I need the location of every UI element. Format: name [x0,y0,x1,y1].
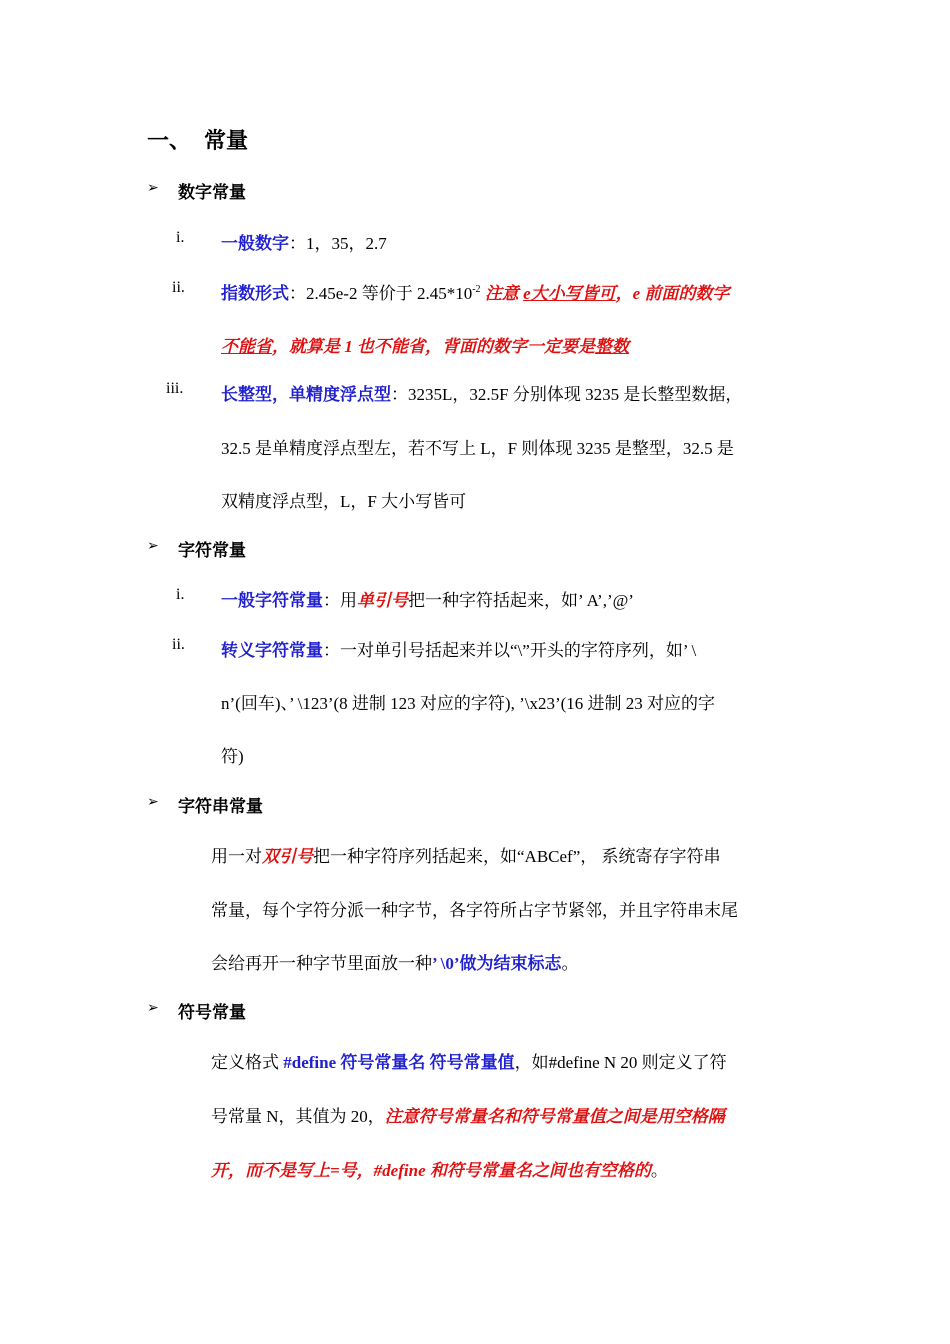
note-text: 开，而不是写上=号，#define 和符号常量名之间也有空格的 [211,1161,651,1180]
arrow-bullet-icon: ➢ [147,181,159,196]
note-text: 单引号 [357,591,408,610]
note-text: 大小写皆可 [530,284,616,303]
text-run: 会给再开一种字节里面放一种 [211,954,432,973]
exponent: -2 [472,284,481,295]
paragraph-line [211,1102,725,1127]
text-run: 定义格式 [211,1053,284,1072]
term-label: 指数形式 [221,284,289,303]
item-text: 把一种字符括起来，如’ A’,’@’ [408,591,634,610]
item-text: ：1，35，2.7 [289,234,387,253]
list-item [221,586,634,611]
term-label: #define 符号常量名 符号常量值 [283,1053,515,1072]
list-item-continuation: n’(回车)、’ \123’(8 进制 123 对应的字符), ’\x23’(16 进制 23 对应的字 [221,694,716,713]
list-item-continuation: 符) [221,747,244,766]
term-label: 长整型，单精度浮点型 [221,385,391,404]
paragraph-line [211,1048,727,1073]
heading-numeric-constants: 数字常量 [178,183,246,202]
paragraph-line [211,949,579,974]
term-label: 一般字符常量 [221,591,323,610]
paragraph-line: 常量，每个字符分派一种字节，各字符所占字节紧邻，并且字符串末尾 [211,901,738,920]
paragraph-line [211,842,721,867]
paragraph-line [211,1156,668,1181]
note-text: 双引号 [262,847,313,866]
list-item-continuation: 32.5 是单精度浮点型左，若不写上 L，F 则体现 3235 是整型，32.5 是 [221,439,734,458]
text-run: 用一对 [211,847,262,866]
note-text: e [523,284,531,303]
text-run: 。 [650,1161,668,1180]
term-label: ’ \0’做为结束标志 [432,954,562,973]
item-text: ：3235L，32.5F 分别体现 3235 是长整型数据， [391,385,743,404]
item-text: ：一对单引号括起来并以“\”开头的字符序列，如’ \ [323,641,697,660]
list-marker: iii. [166,380,184,397]
note-text: 注意 [484,284,519,303]
list-item-continuation: 双精度浮点型，L，F 大小写皆可 [221,492,467,511]
list-item [221,279,729,304]
heading-symbol-constants: 符号常量 [178,1003,246,1022]
item-text: ：2.45e-2 等价于 2.45*10 [289,284,473,303]
arrow-bullet-icon: ➢ [147,1001,159,1016]
list-marker: ii. [172,279,185,296]
list-item [221,229,387,254]
term-label: 一般数字 [221,234,289,253]
list-item [221,380,742,405]
note-text: 注意符号常量名和符号常量值之间是用空格隔 [384,1107,725,1126]
text-run: 号常量 N，其值为 20， [211,1107,385,1126]
list-marker: i. [176,229,185,246]
section-title: 常量 [204,128,249,153]
text-run: 把一种字符序列括起来，如“ABCef”， 系统寄存字符串 [313,847,721,866]
item-text: ：用 [323,591,357,610]
section-number: 一、 [147,128,192,153]
list-item [221,636,696,661]
note-text: ，e 前面的数字 [615,284,730,303]
text-run: ，如#define N 20 则定义了符 [514,1053,727,1072]
arrow-bullet-icon: ➢ [147,795,159,810]
heading-char-constants: 字符常量 [178,541,246,560]
arrow-bullet-icon: ➢ [147,539,159,554]
heading-string-constants: 字符串常量 [178,797,263,816]
list-marker: i. [176,586,185,603]
list-item-continuation [221,332,629,357]
note-text: ，就算是 1 也不能省，背面的数字一定要是 [272,337,595,356]
note-text: 不能省 [221,337,272,356]
list-marker: ii. [172,636,185,653]
text-run: 。 [561,954,579,973]
term-label: 转义字符常量 [221,641,323,660]
note-text: 整数 [595,337,629,356]
